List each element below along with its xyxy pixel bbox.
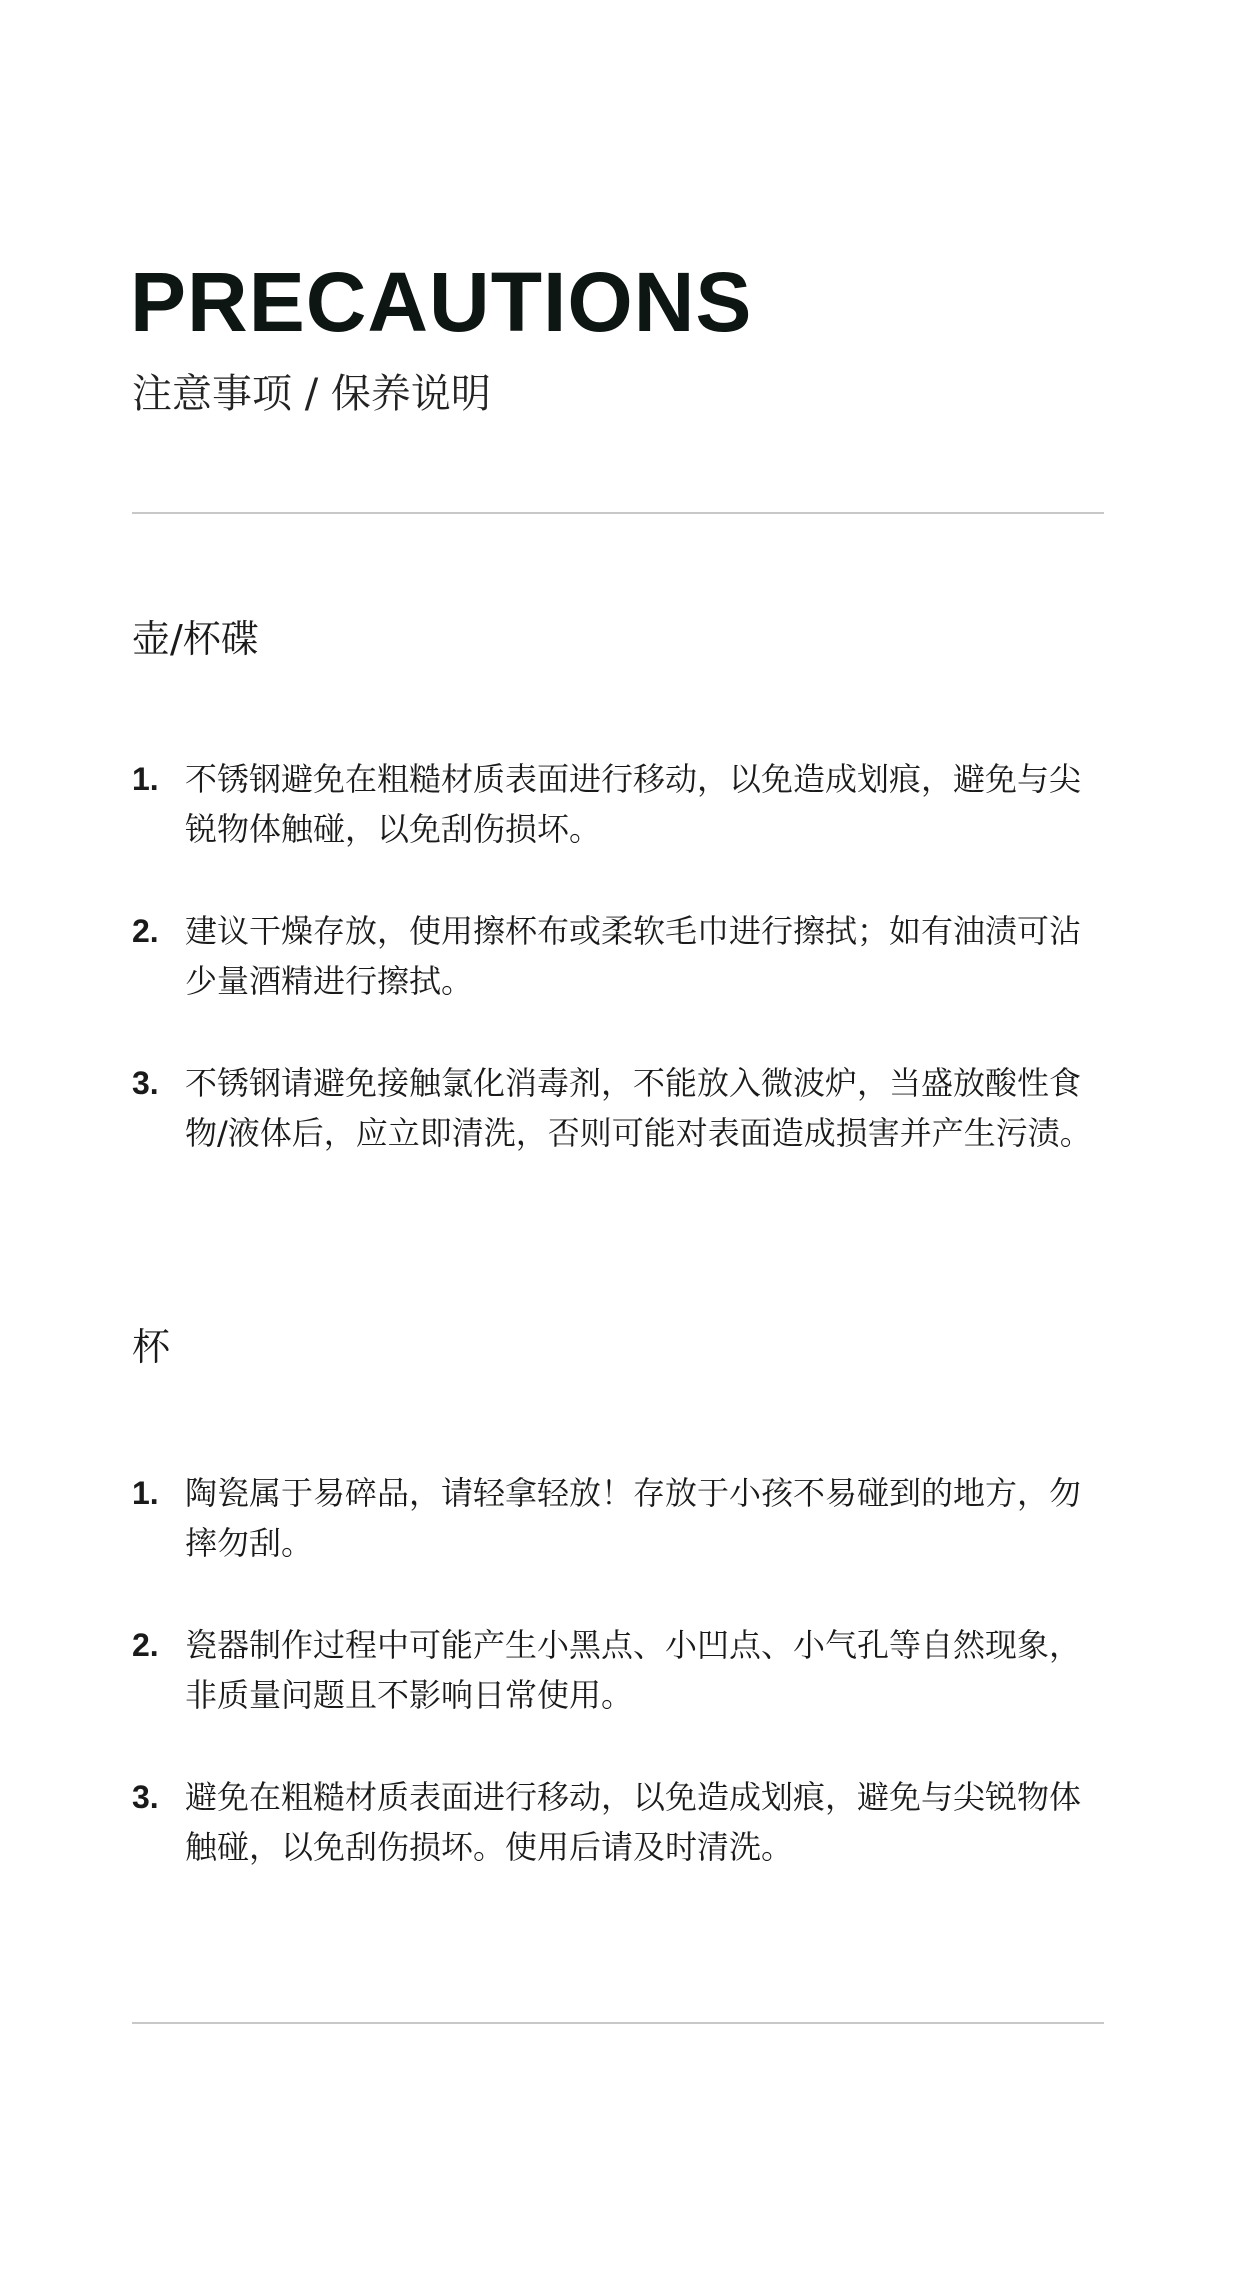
- list-item: [132, 1058, 1104, 1158]
- list-item: [132, 1468, 1104, 1568]
- list-item-text: 不锈钢避免在粗糙材质表面进行移动，以免造成划痕，避免与尖锐物体触碰，以免刮伤损坏。: [185, 760, 1082, 848]
- list-item-text: 不锈钢请避免接触氯化消毒剂，不能放入微波炉，当盛放酸性食物/液体后，应立即清洗，否则可能对表面造成损害并产生污渍。: [185, 1064, 1092, 1152]
- list-item: [132, 906, 1104, 1006]
- list-item: [132, 754, 1104, 854]
- teapot-cup-saucer-list: [132, 754, 1104, 1210]
- list-item-number: 2.: [132, 1627, 159, 1663]
- list-item: [132, 1772, 1104, 1872]
- section-heading-cup: 杯: [132, 1325, 171, 1369]
- section-heading-teapot-cup-saucer: 壶/杯碟: [132, 617, 259, 661]
- top-divider: [132, 512, 1104, 514]
- list-item-number: 1.: [132, 1475, 159, 1511]
- list-item-text: 避免在粗糙材质表面进行移动，以免造成划痕，避免与尖锐物体触碰，以免刮伤损坏。使用后请及时清洗。: [185, 1778, 1082, 1866]
- list-item-text: 陶瓷属于易碎品，请轻拿轻放！存放于小孩不易碰到的地方，勿摔勿刮。: [185, 1474, 1082, 1562]
- list-item-number: 1.: [132, 761, 159, 797]
- bottom-divider: [132, 2022, 1104, 2024]
- list-item: [132, 1620, 1104, 1720]
- list-item-number: 3.: [132, 1779, 159, 1815]
- list-item-text: 建议干燥存放，使用擦杯布或柔软毛巾进行擦拭；如有油渍可沾少量酒精进行擦拭。: [185, 912, 1082, 1000]
- page-subtitle: 注意事项 / 保养说明: [132, 371, 491, 417]
- list-item-number: 3.: [132, 1065, 159, 1101]
- list-item-text: 瓷器制作过程中可能产生小黑点、小凹点、小气孔等自然现象，非质量问题且不影响日常使用。: [185, 1626, 1082, 1714]
- page-title: PRECAUTIONS: [130, 255, 753, 349]
- cup-list: [132, 1468, 1104, 1924]
- list-item-number: 2.: [132, 913, 159, 949]
